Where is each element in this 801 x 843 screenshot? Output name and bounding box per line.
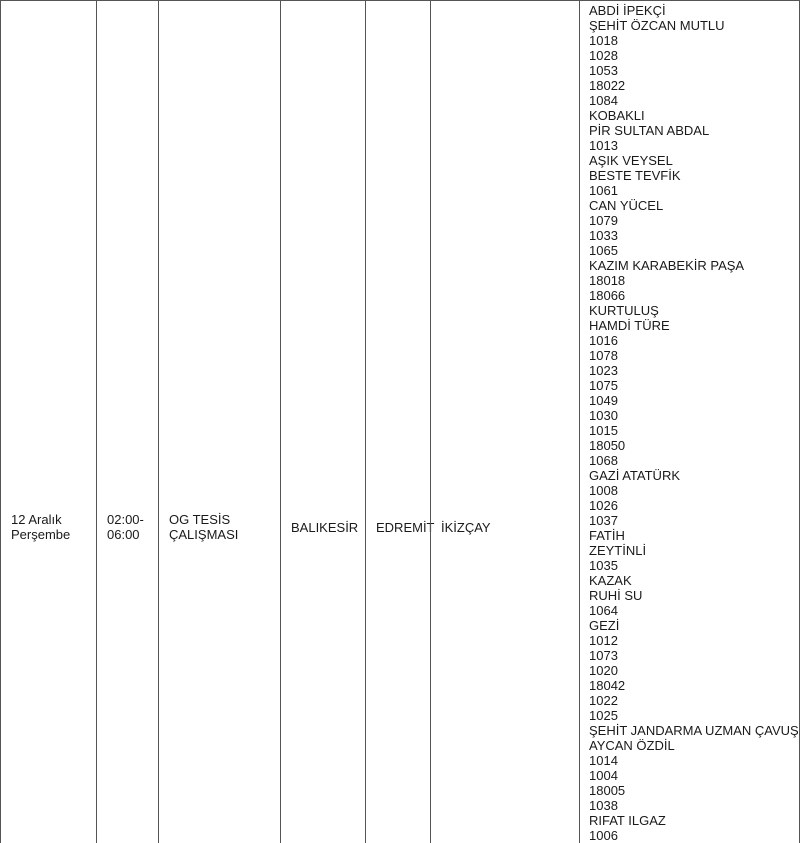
street-item: BESTE TEVFİK (589, 168, 681, 183)
street-item: 1014 (589, 753, 618, 768)
street-item: 1079 (589, 213, 618, 228)
province-cell (280, 1, 366, 843)
street-item: 1037 (589, 513, 618, 528)
street-item: PİR SULTAN ABDAL (589, 123, 710, 138)
street-item: HAMDİ TÜRE (589, 318, 670, 333)
street-item: FATİH (589, 528, 625, 543)
street-item: ŞEHİT JANDARMA UZMAN ÇAVUŞ (589, 723, 799, 738)
street-item: CAN YÜCEL (589, 198, 664, 213)
street-item: 1012 (589, 633, 618, 648)
work-type-line-1: OG TESİS (169, 512, 231, 527)
street-item: 1013 (589, 138, 618, 153)
street-item: KURTULUŞ (589, 303, 659, 318)
neighborhood-cell (430, 1, 580, 843)
street-item: ŞEHİT ÖZCAN MUTLU (589, 18, 725, 33)
street-item: 18066 (589, 288, 626, 303)
street-item: AŞIK VEYSEL (589, 153, 673, 168)
street-item: 1068 (589, 453, 618, 468)
street-item: 1004 (589, 768, 618, 783)
street-item: 18018 (589, 273, 626, 288)
street-item: RIFAT ILGAZ (589, 813, 666, 828)
street-item: 18042 (589, 678, 626, 693)
street-item: 1049 (589, 393, 618, 408)
street-item: 1022 (589, 693, 618, 708)
time-cell (96, 1, 158, 843)
streets-cell (579, 1, 800, 843)
street-item: KOBAKLI (589, 108, 645, 123)
time-line-1: 02:00- (107, 512, 144, 527)
date-cell (0, 1, 97, 843)
street-item: 1016 (589, 333, 618, 348)
street-item: 1053 (589, 63, 618, 78)
time-text (107, 512, 144, 542)
street-item: 1006 (589, 828, 618, 843)
street-item: 1030 (589, 408, 618, 423)
street-item: 1033 (589, 228, 618, 243)
street-item: KAZAK (589, 573, 632, 588)
street-item: ZEYTİNLİ (589, 543, 647, 558)
street-list (589, 3, 799, 843)
street-item: RUHİ SU (589, 588, 643, 603)
date-line-1: 12 Aralık (11, 512, 62, 527)
district-cell (365, 1, 435, 843)
street-item: 1065 (589, 243, 618, 258)
street-item: 18022 (589, 78, 626, 93)
work-type-text (169, 512, 238, 542)
street-item: 1023 (589, 363, 618, 378)
street-item: 1025 (589, 708, 618, 723)
work-type-line-2: ÇALIŞMASI (169, 527, 239, 542)
date-text (11, 512, 70, 542)
street-item: 1075 (589, 378, 618, 393)
street-item: 1008 (589, 483, 618, 498)
street-item: KAZIM KARABEKİR PAŞA (589, 258, 745, 273)
street-item: 18050 (589, 438, 626, 453)
street-item: 1084 (589, 93, 618, 108)
street-item: 1020 (589, 663, 618, 678)
date-line-2: Perşembe (11, 527, 71, 542)
time-line-2: 06:00 (107, 527, 140, 542)
street-item: 1061 (589, 183, 618, 198)
street-item: GAZİ ATATÜRK (589, 468, 681, 483)
street-item: ABDİ İPEKÇİ (589, 3, 666, 18)
neighborhood-text: İKİZÇAY (441, 520, 491, 535)
street-item: 1038 (589, 798, 618, 813)
district-text: EDREMİT (376, 520, 435, 535)
province-text: BALIKESİR (291, 520, 359, 535)
street-item: 1015 (589, 423, 618, 438)
street-item: 1064 (589, 603, 618, 618)
street-item: GEZİ (589, 618, 620, 633)
street-item: 1028 (589, 48, 618, 63)
street-item: 1035 (589, 558, 618, 573)
street-item: 1078 (589, 348, 618, 363)
street-item: AYCAN ÖZDİL (589, 738, 675, 753)
street-item: 18005 (589, 783, 626, 798)
street-item: 1026 (589, 498, 618, 513)
work-type-cell (158, 1, 280, 843)
street-item: 1018 (589, 33, 618, 48)
street-item: 1073 (589, 648, 618, 663)
